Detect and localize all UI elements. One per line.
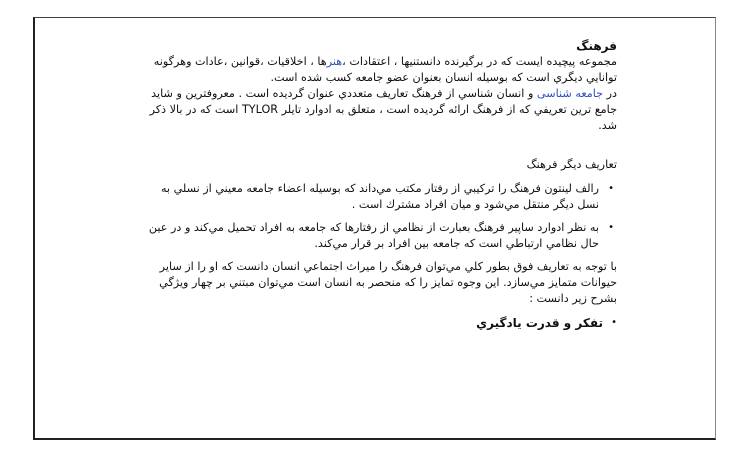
art-link[interactable]: هنر bbox=[326, 55, 343, 68]
other-definitions-heading: تعاريف ديگر فرهنگ bbox=[526, 158, 617, 171]
document-title: فرهنگ bbox=[576, 39, 617, 53]
closing-paragraph: با توجه به تعاريف فوق بطور كلي مي‌توان فرهنگ را ميراث اجتماعي انسان دانست كه او را از ساير حيوانات متمايز مي‌سازد. اين وجوه تمايز را كه منحصر به انسان است مي‌توان مبتني بر چهار ويژگي بشرح زير دانست : bbox=[159, 260, 617, 305]
list-item: • رالف لينتون فرهنگ را تركيبي از رفتار مكتب مي‌داند كه بوسيله اعضاء جامعه معيني از نسلي به نسل ديگر منتقل مي‌شود و ميان افراد مشترك است . bbox=[145, 181, 599, 213]
sociology-paragraph bbox=[145, 86, 617, 134]
sociology-text-start: در bbox=[606, 87, 617, 100]
definitions-list bbox=[145, 181, 617, 252]
sociology-link[interactable]: جامعه شناسی bbox=[536, 87, 604, 100]
document-body bbox=[145, 38, 617, 331]
intro-text-end: ها ، اخلاقيات ،قوانين ،عادات وهرگونه توانايي ديگري است كه بوسيله انسان بعنوان عضو جامعه كسب شده است. bbox=[153, 55, 617, 84]
final-list-item: • تفكر و قدرت يادگيري bbox=[145, 315, 603, 331]
intro-paragraph bbox=[145, 54, 617, 86]
sociology-text-end: و انسان شناسي از فرهنگ تعاريف متعددي عنوان گرديده است . معروفترين و شايد جامع ترين تعريفي كه از فرهنگ ارائه گرديده است ، متعلق به ادوارد تايلر TYLOR است كه در بالا ذكر شد. bbox=[149, 87, 617, 132]
intro-text-start: مجموعه پيچيده ايست كه در برگيرنده دانستنيها ، اعتقادات ، bbox=[342, 55, 617, 68]
list-item: • به نظر ادوارد ساپير فرهنگ بعبارت از نظامي از رفتارها كه جامعه به افراد تحميل مي‌كند و در عين حال نظامي ارتباطي است كه جامعه بين افراد بر قرار مي‌كند. bbox=[145, 220, 599, 252]
